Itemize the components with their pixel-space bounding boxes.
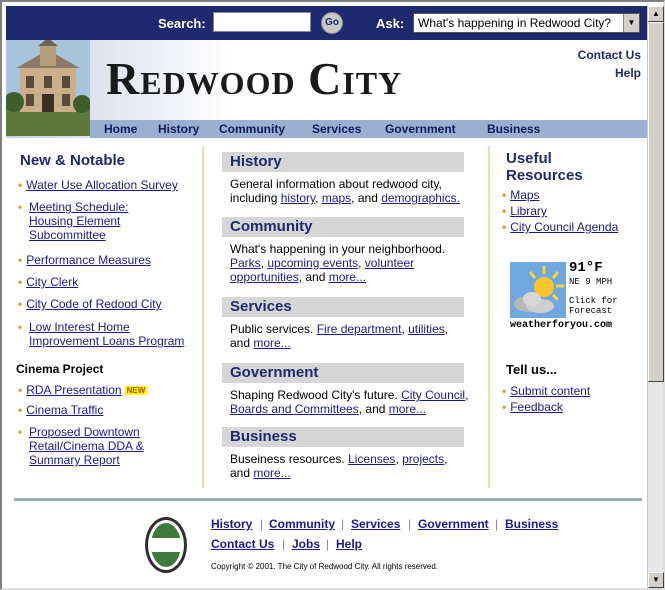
link-meeting-schedule[interactable]: Meeting Schedule: Housing Element Subcommittee [29,200,129,242]
link-more-business[interactable]: more... [253,466,291,480]
separator: , and [230,452,448,480]
link-upcoming-events[interactable]: upcoming events [267,256,359,270]
bullet-icon: • [18,178,23,192]
weather-wind: NE 9 MPH [569,277,613,287]
footer-separator: | [326,537,330,551]
section-text-government [230,388,470,416]
link-fire-department[interactable]: Fire department [316,322,402,336]
section-text-history [230,177,470,205]
link-cinema-traffic[interactable]: Cinema Traffic [26,403,104,417]
nav-history[interactable]: History [158,122,200,136]
list-item [502,188,540,202]
separator: , and [298,270,329,284]
section-title-business: Business [222,427,464,447]
section-body: Public services. [230,322,317,336]
list-item [18,320,188,348]
copyright-text: Copyright © 2001. The City of Redwood City. All rights reserved. [211,562,439,571]
chevron-down-icon[interactable]: ▼ [623,14,639,32]
list-item [18,178,198,192]
main-nav [90,120,647,138]
section-text-community [230,242,470,284]
cinema-title: Cinema Project [16,362,104,376]
list-item [18,275,198,289]
link-maps[interactable]: maps [321,191,352,205]
bullet-icon: • [18,383,23,397]
weather-forecast-link[interactable]: Click for Forecast [569,296,618,316]
link-submit-content[interactable]: Submit content [510,384,591,398]
separator: , [465,388,469,402]
footer-separator: | [341,517,345,531]
link-water-survey[interactable]: Water Use Allocation Survey [26,178,178,192]
separator: , [315,191,322,205]
new-badge: NEW [126,385,146,395]
footer-link-history[interactable]: History [211,517,253,531]
city-hall-photo [6,40,90,136]
link-performance-measures[interactable]: Performance Measures [26,253,151,267]
bullet-icon: • [18,403,23,417]
list-item [502,204,547,218]
link-city-code[interactable]: City Code of Redood City [26,297,162,311]
weather-temperature: 91°F [569,260,603,276]
list-item [18,425,148,467]
footer-link-contact[interactable]: Contact Us [211,537,275,551]
contact-us-link[interactable]: Contact Us [577,48,641,62]
link-volunteer[interactable]: volunteer opportunities [230,256,415,284]
footer-link-business[interactable]: Business [505,517,559,531]
list-item [18,200,138,242]
bullet-icon: • [502,188,507,202]
link-parks[interactable]: Parks [230,256,261,270]
footer-separator: | [282,537,286,551]
list-item [502,384,590,398]
link-projects[interactable]: projects [402,452,445,466]
link-boards-committees[interactable]: Boards and Committees [230,402,359,416]
nav-home[interactable]: Home [104,122,138,136]
link-licenses[interactable]: Licenses [348,452,396,466]
bullet-icon: • [18,425,23,439]
bullet-icon: • [502,220,507,234]
weather-source[interactable]: weatherforyou.com [510,320,613,331]
site-header [6,40,647,138]
footer-link-services[interactable]: Services [351,517,401,531]
link-council-agenda[interactable]: City Council Agenda [510,220,619,234]
column-divider [488,146,490,488]
link-more-government[interactable]: more... [388,402,427,416]
tell-us-title: Tell us... [506,362,558,377]
link-maps-resource[interactable]: Maps [510,188,540,202]
nav-business[interactable]: Business [487,122,541,136]
footer-separator: | [260,517,264,531]
list-item [18,297,198,311]
partly-sunny-icon [510,262,566,318]
section-text-services [230,322,470,350]
link-rda-presentation[interactable]: RDA Presentation [26,383,122,397]
nav-government[interactable]: Government [385,122,456,136]
list-item [502,400,563,414]
footer-link-jobs[interactable]: Jobs [292,537,321,551]
nav-community[interactable]: Community [219,122,285,136]
section-body: Shaping Redwood City's future. [230,388,402,402]
scrollbar-thumb[interactable] [648,22,664,382]
scroll-up-icon[interactable]: ▲ [648,6,664,22]
weather-widget[interactable] [510,260,630,332]
bullet-icon: • [18,275,23,289]
site-title: Redwood City [106,53,403,104]
link-library[interactable]: Library [510,204,547,218]
link-more-community[interactable]: more... [328,270,367,284]
ask-dropdown[interactable] [413,13,640,33]
bullet-icon: • [502,384,507,398]
link-loans-program[interactable]: Low Interest Home Improvement Loans Program [29,320,185,348]
bullet-icon: • [502,400,507,414]
section-title-government: Government [222,363,464,383]
scroll-down-icon[interactable]: ▼ [648,572,664,588]
link-feedback[interactable]: Feedback [510,400,563,414]
separator: , [395,452,403,466]
search-label: Search: [158,16,206,31]
separator: , and [358,402,389,416]
section-text-business [230,452,470,480]
section-title-community: Community [222,217,464,237]
section-title-services: Services [222,297,464,317]
section-body: What's happening in your neighborhood. [230,242,446,256]
ask-label: Ask: [376,16,405,31]
separator: , [358,256,365,270]
help-link[interactable]: Help [614,66,641,80]
link-city-council[interactable]: City Council [401,388,466,402]
footer-link-help[interactable]: Help [336,537,363,551]
list-item [18,383,198,398]
list-item [18,403,198,417]
link-utilities[interactable]: utilities [408,322,445,336]
footer-divider [14,498,642,501]
footer-link-government[interactable]: Government [418,517,489,531]
nav-services[interactable]: Services [312,122,362,136]
city-seal-logo [144,516,188,574]
link-city-clerk[interactable]: City Clerk [26,275,79,289]
footer-separator: | [495,517,499,531]
section-title-history: History [222,152,464,172]
section-body: General information about redwood city, including [230,177,442,205]
footer-link-community[interactable]: Community [269,517,335,531]
search-bar [6,6,647,40]
footer-separator: | [408,517,412,531]
bullet-icon: • [18,297,23,311]
link-demographics[interactable]: demographics. [381,191,460,205]
separator: , [401,322,409,336]
link-history[interactable]: history [280,191,316,205]
separator: , [260,256,268,270]
separator: , and [230,322,449,350]
link-dda-report[interactable]: Proposed Downtown Retail/Cinema DDA & Summary Report [29,425,144,467]
separator: , and [351,191,382,205]
bullet-icon: • [18,320,23,334]
bullet-icon: • [18,253,23,267]
ask-dropdown-value: What's happening in Redwood City? [418,16,612,30]
useful-resources-title: Useful Resources [506,150,583,184]
new-notable-title: New & Notable [20,152,126,169]
list-item [502,220,618,234]
link-more-services[interactable]: more... [253,336,291,350]
bullet-icon: • [18,200,23,214]
page-viewport [6,6,647,588]
column-divider [202,146,204,488]
section-body: Buseiness resources. [230,452,349,466]
vertical-scrollbar[interactable] [647,6,663,588]
go-button[interactable]: Go [321,12,343,34]
search-input[interactable] [213,12,311,32]
list-item [18,253,198,267]
bullet-icon: • [502,204,507,218]
